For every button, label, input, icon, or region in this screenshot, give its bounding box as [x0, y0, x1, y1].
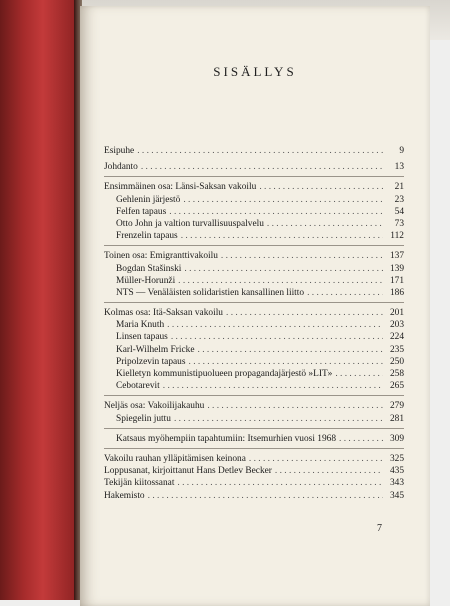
toc-subentry	[104, 356, 404, 368]
dot-leader	[307, 287, 383, 299]
toc-entry-title: Linsen tapaus	[116, 332, 168, 343]
toc-entry-title: Neljäs osa: Vakoilijakauhu	[104, 401, 205, 412]
page-title: SISÄLLYS	[213, 64, 297, 79]
toc-subentry	[104, 230, 404, 242]
dot-leader	[275, 465, 383, 477]
dot-leader	[259, 181, 383, 193]
toc-subentry	[104, 331, 404, 343]
dot-leader	[171, 331, 383, 343]
section-divider	[104, 302, 404, 303]
toc-subentry	[104, 275, 404, 287]
toc-entry-title: Tekijän kiitossanat	[104, 478, 175, 489]
dot-leader	[267, 218, 383, 230]
toc-entry-title: Gehlenin järjestö	[116, 194, 181, 205]
table-of-contents	[104, 145, 404, 502]
toc-subentry	[104, 287, 404, 299]
toc-entry-title: Felfen tapaus	[116, 206, 167, 217]
page-number: 7	[377, 523, 382, 534]
toc-entry	[104, 477, 404, 489]
toc-entry-title: Johdanto	[104, 162, 138, 173]
toc-page-number: 13	[394, 162, 404, 173]
dot-leader	[141, 161, 383, 173]
toc-entry-title: Kolmas osa: Itä-Saksan vakoilu	[104, 308, 223, 319]
toc-entry	[104, 250, 404, 262]
toc-page-number: 137	[389, 251, 404, 262]
toc-subentry	[104, 380, 404, 392]
toc-entry-title: Maria Knuth	[116, 320, 165, 331]
dot-leader	[207, 400, 383, 412]
toc-entry	[104, 161, 404, 173]
dot-leader	[178, 275, 383, 287]
toc-subentry	[104, 263, 404, 275]
toc-page-number: 435	[389, 466, 404, 477]
toc-page-number: 343	[389, 478, 404, 489]
toc-page-number: 325	[389, 453, 404, 464]
toc-entry-title: Vakoilu rauhan ylläpitämisen keinona	[104, 453, 246, 464]
toc-entry	[104, 145, 404, 157]
toc-subentry	[104, 413, 404, 425]
dot-leader	[167, 319, 383, 331]
toc-page-number: 250	[389, 356, 404, 367]
dot-leader	[137, 145, 383, 157]
toc-entry-title: Müller-Horunži	[116, 275, 176, 286]
toc-subentry	[104, 344, 404, 356]
toc-page-number: 186	[389, 287, 404, 298]
dot-leader	[339, 433, 383, 445]
dot-leader	[221, 250, 383, 262]
toc-page-number: 171	[389, 275, 404, 286]
toc-page-number: 265	[389, 381, 404, 392]
toc-entry-title: Toinen osa: Emigranttivakoilu	[104, 251, 218, 262]
dot-leader	[189, 356, 383, 368]
book-cover-spine	[0, 0, 78, 600]
toc-page-number: 224	[389, 332, 404, 343]
dot-leader	[335, 368, 383, 380]
toc-entry	[104, 490, 404, 502]
toc-page-number: 112	[390, 231, 404, 242]
toc-entry-title: Katsaus myöhempiin tapahtumiin: Itsemurhien vuosi 1968	[116, 433, 337, 444]
dot-leader	[177, 477, 383, 489]
toc-entry	[104, 400, 404, 412]
toc-page-number: 21	[394, 182, 404, 193]
toc-page-number: 309	[389, 433, 404, 444]
toc-page-number: 258	[389, 369, 404, 379]
toc-entry-title: Ensimmäinen osa: Länsi-Saksan vakoilu	[104, 182, 257, 193]
toc-page-number: 9	[399, 146, 404, 156]
toc-entry	[104, 465, 404, 477]
toc-entry-title: Esipuhe	[104, 146, 135, 156]
section-divider	[104, 395, 404, 396]
toc-entry-title: Loppusanat, kirjoittanut Hans Detlev Becker	[104, 466, 272, 477]
toc-page-number: 235	[389, 344, 404, 355]
toc-entry-title: Karl-Wilhelm Fricke	[116, 344, 195, 355]
dot-leader	[181, 230, 383, 242]
dot-leader	[184, 263, 383, 275]
section-divider	[104, 245, 404, 246]
toc-page-number: 201	[389, 308, 404, 319]
section-divider	[104, 448, 404, 449]
toc-subentry	[104, 194, 404, 206]
toc-page-number: 23	[394, 194, 404, 205]
section-divider	[104, 176, 404, 177]
toc-entry-title: NTS — Venäläisten solidaristien kansallinen liitto	[116, 287, 305, 298]
toc-page-number: 73	[394, 218, 404, 229]
toc-entry-title: Frenzelin tapaus	[116, 231, 178, 242]
dot-leader	[169, 206, 383, 218]
toc-entry	[104, 307, 404, 319]
toc-subentry	[104, 368, 404, 380]
dot-leader	[226, 307, 383, 319]
toc-subentry	[104, 206, 404, 218]
dot-leader	[163, 380, 383, 392]
dot-leader	[183, 194, 383, 206]
toc-page-number: 345	[389, 490, 404, 501]
toc-page-number: 279	[389, 401, 404, 412]
toc-page-number: 203	[389, 320, 404, 331]
dot-leader	[174, 413, 383, 425]
toc-subentry	[104, 319, 404, 331]
toc-subentry	[104, 218, 404, 230]
toc-entry-title: Cebotarevit	[116, 381, 160, 392]
toc-entry	[104, 181, 404, 193]
book-page	[80, 6, 430, 606]
toc-entry-title: Otto John ja valtion turvallisuuspalvelu	[116, 218, 264, 229]
dot-leader	[249, 453, 383, 465]
toc-page-number: 54	[394, 206, 404, 217]
toc-page-number: 281	[389, 413, 404, 424]
dot-leader	[148, 490, 383, 502]
toc-entry-title: Bogdan Stašinski	[116, 263, 182, 274]
toc-page-number: 139	[389, 263, 404, 274]
toc-subentry	[104, 433, 404, 445]
toc-entry-title: Kielletyn kommunistipuolueen propagandajärjestö »LIT»	[116, 369, 333, 379]
section-divider	[104, 428, 404, 429]
toc-entry-title: Spiegelin juttu	[116, 413, 171, 424]
toc-entry-title: Hakemisto	[104, 490, 145, 501]
toc-entry-title: Pripolzevin tapaus	[116, 356, 186, 367]
toc-entry	[104, 453, 404, 465]
dot-leader	[198, 344, 383, 356]
